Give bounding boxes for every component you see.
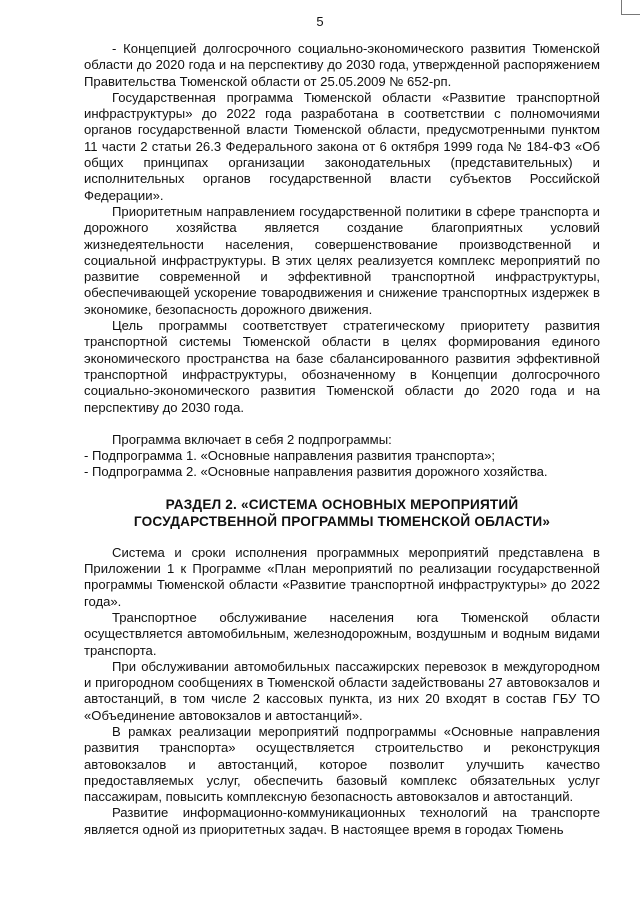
paragraph-transport-service: Транспортное обслуживание населения юга Тюменской области осуществляется автомобильным, железнодорожным, воздушным и водным видами транспорта. (84, 609, 600, 658)
subprogram-item-1: - Подпрограмма 1. «Основные направления развития транспорта»; (84, 448, 496, 464)
paragraph-ict-development: Развитие информационно-коммуникационных технологий на транспорте является одной из приоритетных задач. В настоящее время в городах Тюмень (84, 805, 600, 837)
paragraph-subprogram-measures: В рамках реализации мероприятий подпрограммы «Основные направления развития транспорта» осуществляется строительство и реконструкция автовокзалов и автостанций, которое позволит улучшить качество предоставляемых услуг, обеспечить базовый комплекс обязательных услуг пассажирам, повысить комплексную безопасность автовокзалов и автостанций. (84, 723, 600, 805)
document-body (84, 41, 600, 838)
paragraph-program-basis: Государственная программа Тюменской области «Развитие транспортной инфраструктуры» до 2022 года разработана в соответствии с полномочиями органов государственной власти Тюменской области, предусмотренными пунктом 11 части 2 статьи 26.3 Федерального закона от 6 октября 1999 года № 184-ФЗ «Об общих принципах организации законодательных (представительных) и исполнительных органов государственной власти субъектов Российской Федерации». (84, 89, 600, 203)
spacer (84, 416, 600, 432)
paragraph-bus-stations: При обслуживании автомобильных пассажирских перевозок в междугородном и пригородном сообщениях в Тюменской области задействованы 27 автовокзалов и автостанций, в том числе 2 кассовых пункта, из них 20 входят в состав ГБУ ТО «Объединение автовокзалов и автостанций». (84, 658, 600, 723)
paragraph-priority-direction: Приоритетным направлением государственной политики в сфере транспорта и дорожного хозяйства является создание благоприятных условий жизнедеятельности населения, совершенствование производственной и социальной инфраструктуры. В этих целях реализуется комплекс мероприятий по развитие современной и эффективной транспортной инфраструктуры, обеспечивающей ускорение товародвижения и снижение транспортных издержек в экономике, безопасность дорожного движения. (84, 203, 600, 317)
corner-mark (621, 0, 640, 15)
page-number: 5 (316, 14, 324, 29)
section-heading-line-2: ГОСУДАРСТВЕННОЙ ПРОГРАММЫ ТЮМЕНСКОЙ ОБЛАСТИ» (133, 513, 551, 529)
section-heading (84, 496, 600, 530)
paragraph-subprograms-intro: Программа включает в себя 2 подпрограммы: (112, 431, 392, 447)
subprogram-item-2: - Подпрограмма 2. «Основные направления развития дорожного хозяйства. (84, 464, 548, 480)
section-heading-line-1: РАЗДЕЛ 2. «СИСТЕМА ОСНОВНЫХ МЕРОПРИЯТИЙ (165, 496, 519, 512)
paragraph-concept: - Концепцией долгосрочного социально-экономического развития Тюменской области до 2020 года и на перспективу до 2030 года, утвержденной распоряжением Правительства Тюменской области от 25.05.2009 № 652-рп. (84, 41, 600, 89)
paragraph-system-terms: Система и сроки исполнения программных мероприятий представлена в Приложении 1 к Программе «План мероприятий по реализации государственной программы Тюменской области «Развитие транспортной инфраструктуры» до 2022 года». (84, 544, 600, 609)
paragraph-program-goal: Цель программы соответствует стратегическому приоритету развития транспортной системы Тюменской области в целях формирования единого экономического пространства на базе сбалансированного развития эффективной транспортной инфраструктуры, обозначенному в Концепции долгосрочного социально-экономического развития Тюменской области до 2020 года и на перспективу до 2030 года. (84, 318, 600, 415)
